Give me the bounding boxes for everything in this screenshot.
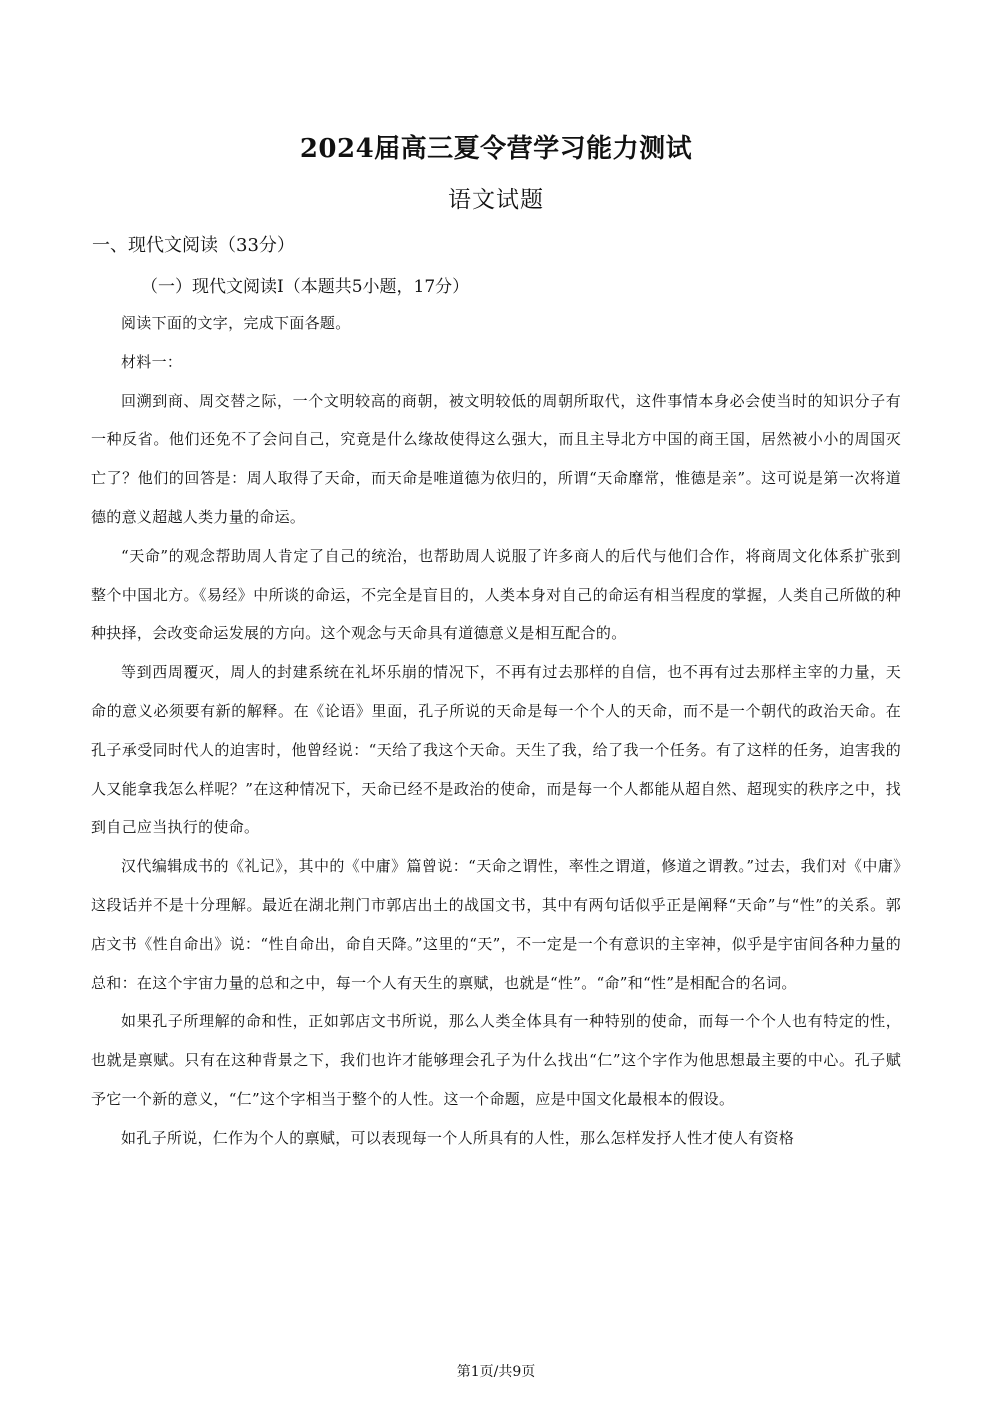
paragraph: 如果孔子所理解的命和性，正如郭店文书所说，那么人类全体具有一种特别的使命，而每一个个人也有特定的性，也就是禀赋。只有在这种背景之下，我们也许才能够理会孔子为什么找出“仁”这个字作为他思想最主要的中心。孔子赋予它一个新的意义，“仁”这个字相当于整个的人性。这一个命题，应是中国文化最根本的假设。: [91, 1012, 901, 1108]
document-body: [91, 304, 901, 1158]
document-subtitle: 语文试题: [448, 187, 544, 213]
section-heading: 一、现代文阅读（33分）: [92, 235, 295, 256]
paragraph: 回溯到商、周交替之际，一个文明较高的商朝，被文明较低的周朝所取代，这件事情本身必会使当时的知识分子有一种反省。他们还免不了会问自己，究竟是什么缘故使得这么强大，而且主导北方中国的商王国，居然被小小的周国灭亡了？他们的回答是：周人取得了天命，而天命是唯道德为依归的，所谓“天命靡常，惟德是亲”。这可说是第一次将道德的意义超越人类力量的命运。: [91, 391, 901, 526]
subsection-heading: （一）现代文阅读Ⅰ（本题共5小题，17分）: [141, 277, 470, 297]
material-label: 材料一：: [121, 352, 183, 371]
paragraph: 汉代编辑成书的《礼记》，其中的《中庸》篇曾说：“天命之谓性，率性之谓道，修道之谓教。”过去，我们对《中庸》这段话并不是十分理解。最近在湖北荆门市郭店出土的战国文书，其中有两句话似乎正是阐释“天命”与“性”的关系。郭店文书《性自命出》说：“性自命出，命自天降。”这里的“天”，不一定是一个有意识的主宰神，似乎是宇宙间各种力量的总和：在这个宇宙力量的总和之中，每一个人有天生的禀赋，也就是“性”。“命”和“性”是相配合的名词。: [91, 857, 901, 992]
instruction-text: 阅读下面的文字，完成下面各题。: [121, 314, 351, 332]
paragraph: “天命”的观念帮助周人肯定了自己的统治，也帮助周人说服了许多商人的后代与他们合作，将商周文化体系扩张到整个中国北方。《易经》中所谈的命运，不完全是盲目的，人类本身对自己的命运有相当程度的掌握，人类自己所做的种种抉择，会改变命运发展的方向。这个观念与天命具有道德意义是相互配合的。: [91, 546, 901, 643]
paragraph: 等到西周覆灭，周人的封建系统在礼坏乐崩的情况下，不再有过去那样的自信，也不再有过去那样主宰的力量，天命的意义必须要有新的解释。在《论语》里面，孔子所说的天命是每一个个人的天命，而不是一个朝代的政治天命。在孔子承受同时代人的迫害时，他曾经说：“天给了我这个天命。天生了我，给了我一个任务。有了这样的任务，迫害我的人又能拿我怎么样呢？”在这种情况下，天命已经不是政治的使命，而是每一个人都能从超自然、超现实的秩序之中，找到自己应当执行的使命。: [91, 663, 901, 837]
document-title: 2024届高三夏令营学习能力测试: [299, 134, 693, 164]
paragraph: 如孔子所说，仁作为个人的禀赋，可以表现每一个人所具有的人性，那么怎样发抒人性才使人有资格: [121, 1128, 795, 1147]
page-number-footer: 第1页/共9页: [456, 1364, 536, 1380]
